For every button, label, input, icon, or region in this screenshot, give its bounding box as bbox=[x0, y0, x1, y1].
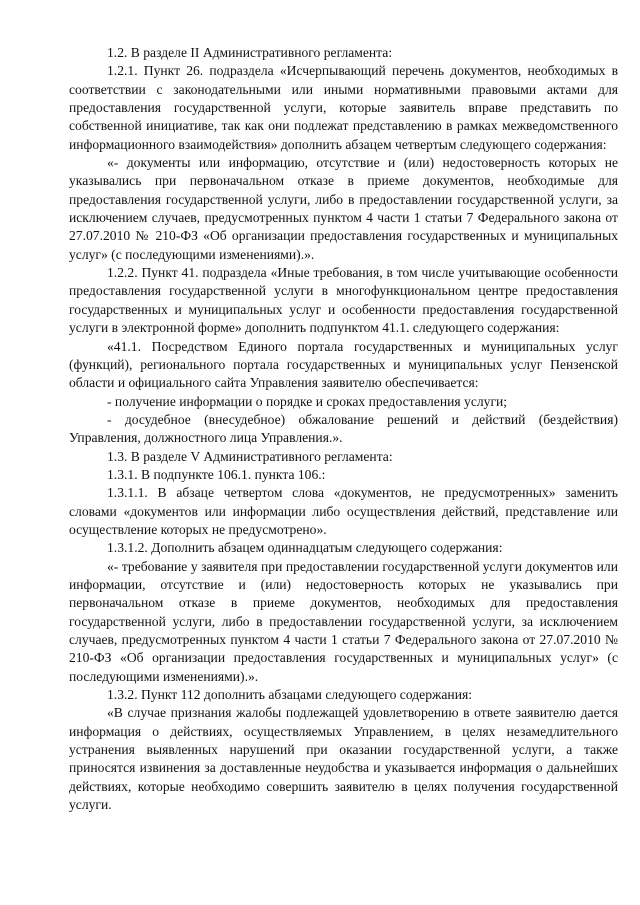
paragraph-item-1-3-1-1: 1.3.1.1. В абзаце четвертом слова «документов, не предусмотренных» заменить словами «документов или информации либо осуществления действий, представление или осуществление которых не предусмотрено». bbox=[69, 485, 618, 537]
paragraph-bullet-appeal: - досудебное (внесудебное) обжалование решений и действий (бездействия) Управления, должностного лица Управления.». bbox=[69, 411, 618, 446]
paragraph-bullet-info: - получение информации о порядке и сроках предоставления услуги; bbox=[107, 393, 508, 409]
paragraph-item-1-2-2: 1.2.2. Пункт 41. подраздела «Иные требования, в том числе учитывающие особенности предоставления государственной услуги в многофункциональном центре предоставления государственных и муниципальных услуг и особенности предоставления государственной услуги в электронной форме» дополнить подпунктом 41.1. следующего содержания: bbox=[69, 265, 618, 336]
paragraph-quote-requirement: «- требование у заявителя при предоставлении государственной услуги документов или информации, отсутствие и (или) недостоверность которых не указывались при первоначальном отказе в приеме документов, необходимых для предоставления государственной услуги, либо в предоставлении государственной услуги, за исключением случаев, предусмотренных пунктом 4 части 1 статьи 7 Федерального закона от 27.07.2010 № 210-ФЗ «Об организации предоставления государственных и муниципальных услуг» (с последующими изменениями).». bbox=[69, 558, 618, 684]
paragraph-section-1-3: 1.3. В разделе V Административного регламента: bbox=[107, 448, 393, 464]
paragraph-item-1-2-1: 1.2.1. Пункт 26. подраздела «Исчерпывающий перечень документов, необходимых в соответствии с законодательными или иными нормативными правовыми актами для предоставления государственной услуги, которые заявитель вправе представить по собственной инициативе, так как они подлежат представлению в рамках межведомственного информационного взаимодействия» дополнить абзацем четвертым следующего содержания: bbox=[69, 63, 618, 152]
paragraph-quote-41-1: «41.1. Посредством Единого портала государственных и муниципальных услуг (функций), регионального портала государственных и муниципальных услуг Пензенской области и официального сайта Управления заявителю обеспечивается: bbox=[69, 338, 618, 391]
paragraph-item-1-3-1-2: 1.3.1.2. Дополнить абзацем одиннадцатым следующего содержания: bbox=[107, 540, 503, 556]
paragraph-item-1-3-1: 1.3.1. В подпункте 106.1. пункта 106.: bbox=[107, 466, 326, 482]
paragraph-quote-documents: «- документы или информацию, отсутствие и (или) недостоверность которых не указывались при первоначальном отказе в приеме документов, необходимые для предоставления государственной услуги, либо в предоставлении государственной услуги, за исключением случаев, предусмотренных пунктом 4 части 1 статьи 7 Федерального закона от 27.07.2010 № 210-ФЗ «Об организации предоставления государственных и муниципальных услуг» (с последующими изменениями).». bbox=[69, 155, 618, 262]
paragraph-item-1-3-2: 1.3.2. Пункт 112 дополнить абзацами следующего содержания: bbox=[107, 687, 472, 703]
paragraph-quote-complaint: «В случае признания жалобы подлежащей удовлетворению в ответе заявителю дается информация о действиях, осуществляемых Управлением, в целях незамедлительного устранения выявленных нарушений при оказании государственной услуги, а также приносятся извинения за доставленные неудобства и указывается информация о дальнейших действиях, которые необходимо совершить заявителю в целях получения государственной услуги. bbox=[69, 705, 618, 813]
paragraph-section-1-2: 1.2. В разделе II Административного регламента: bbox=[107, 45, 393, 60]
